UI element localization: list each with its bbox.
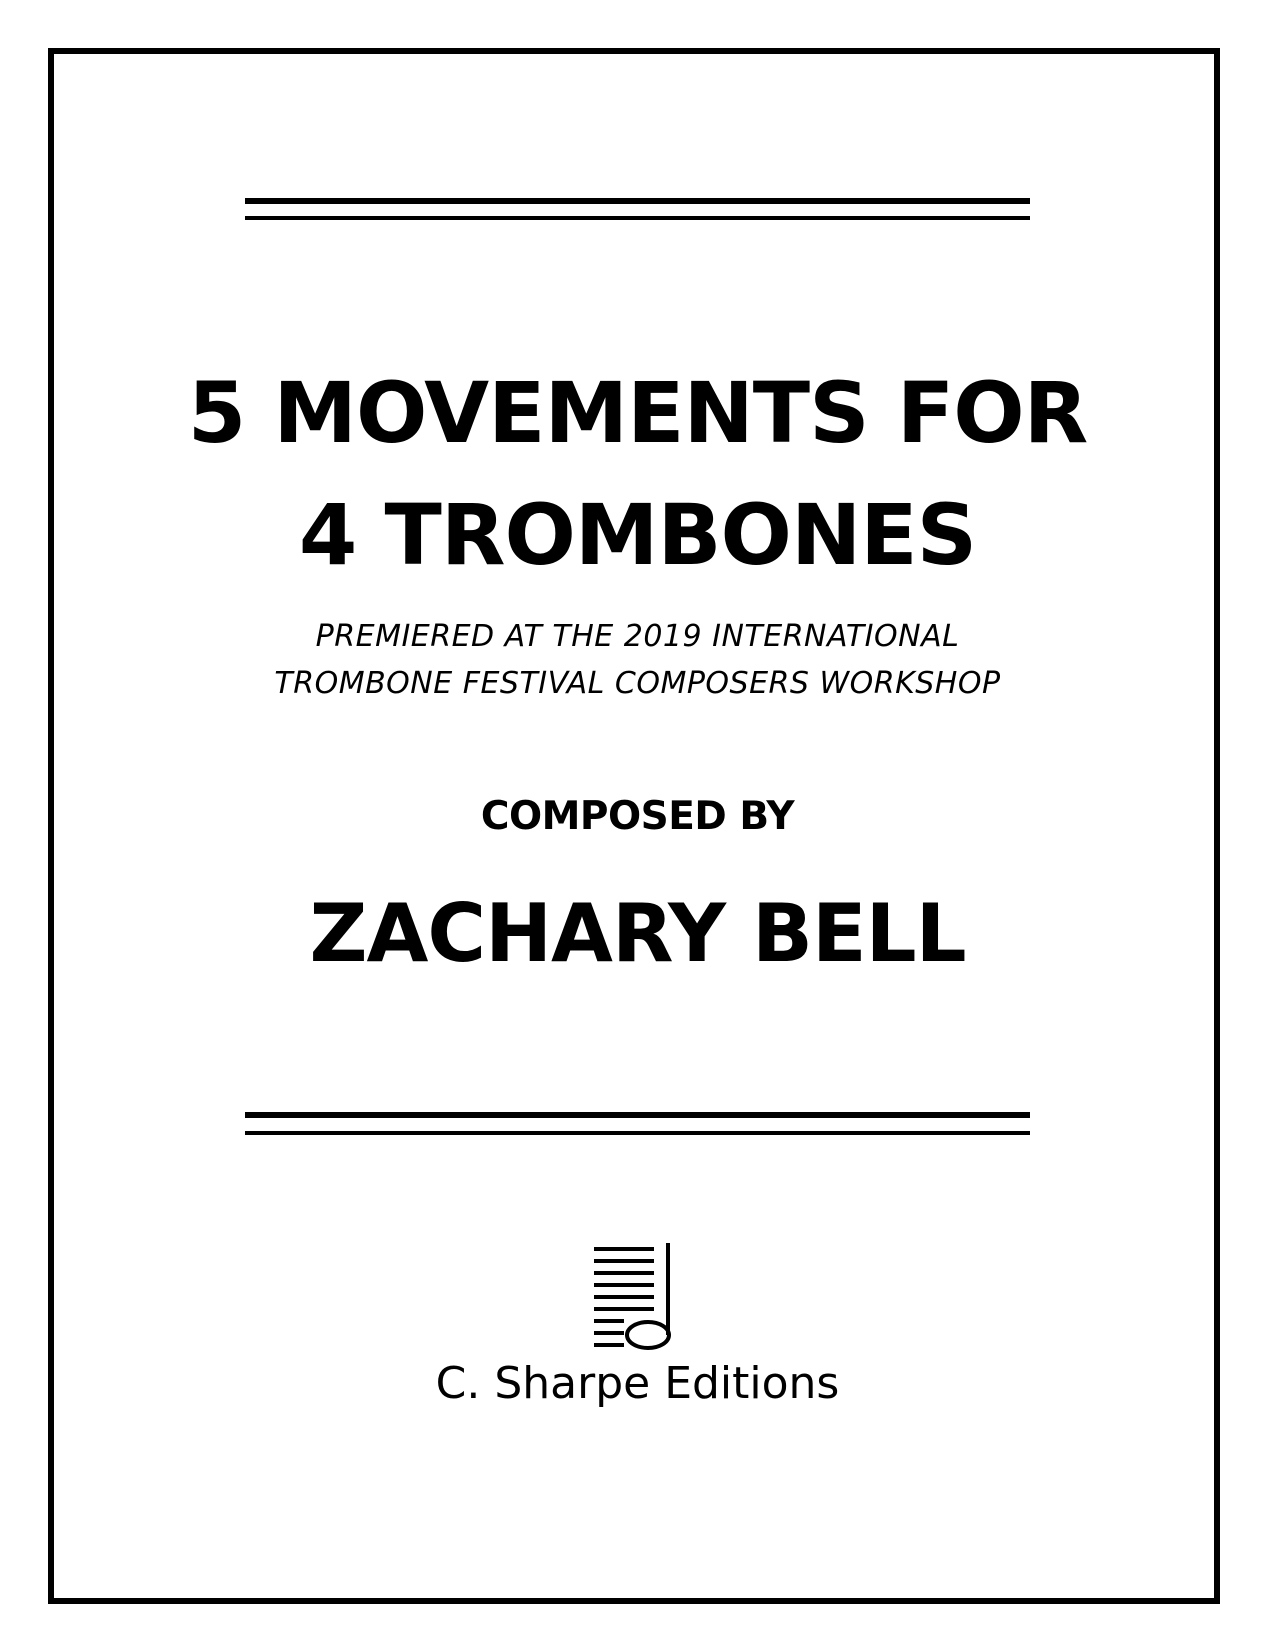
top-rule-upper: [245, 198, 1030, 204]
publisher-name: C. Sharpe Editions: [435, 1358, 840, 1409]
top-rule-lower: [245, 216, 1030, 220]
music-staff-note-logo-icon: [590, 1243, 682, 1351]
subtitle-line-2: TROMBONE FESTIVAL COMPOSERS WORKSHOP: [274, 666, 1001, 701]
composed-by-label: COMPOSED BY: [480, 794, 795, 839]
title-line-2: 4 TROMBONES: [298, 486, 977, 584]
bottom-rule-lower: [245, 1131, 1030, 1135]
title-line-1: 5 MOVEMENTS FOR: [187, 364, 1088, 462]
subtitle-line-1: PREMIERED AT THE 2019 INTERNATIONAL: [315, 619, 960, 654]
bottom-rule-upper: [245, 1112, 1030, 1118]
composer-name: ZACHARY BELL: [309, 887, 966, 980]
